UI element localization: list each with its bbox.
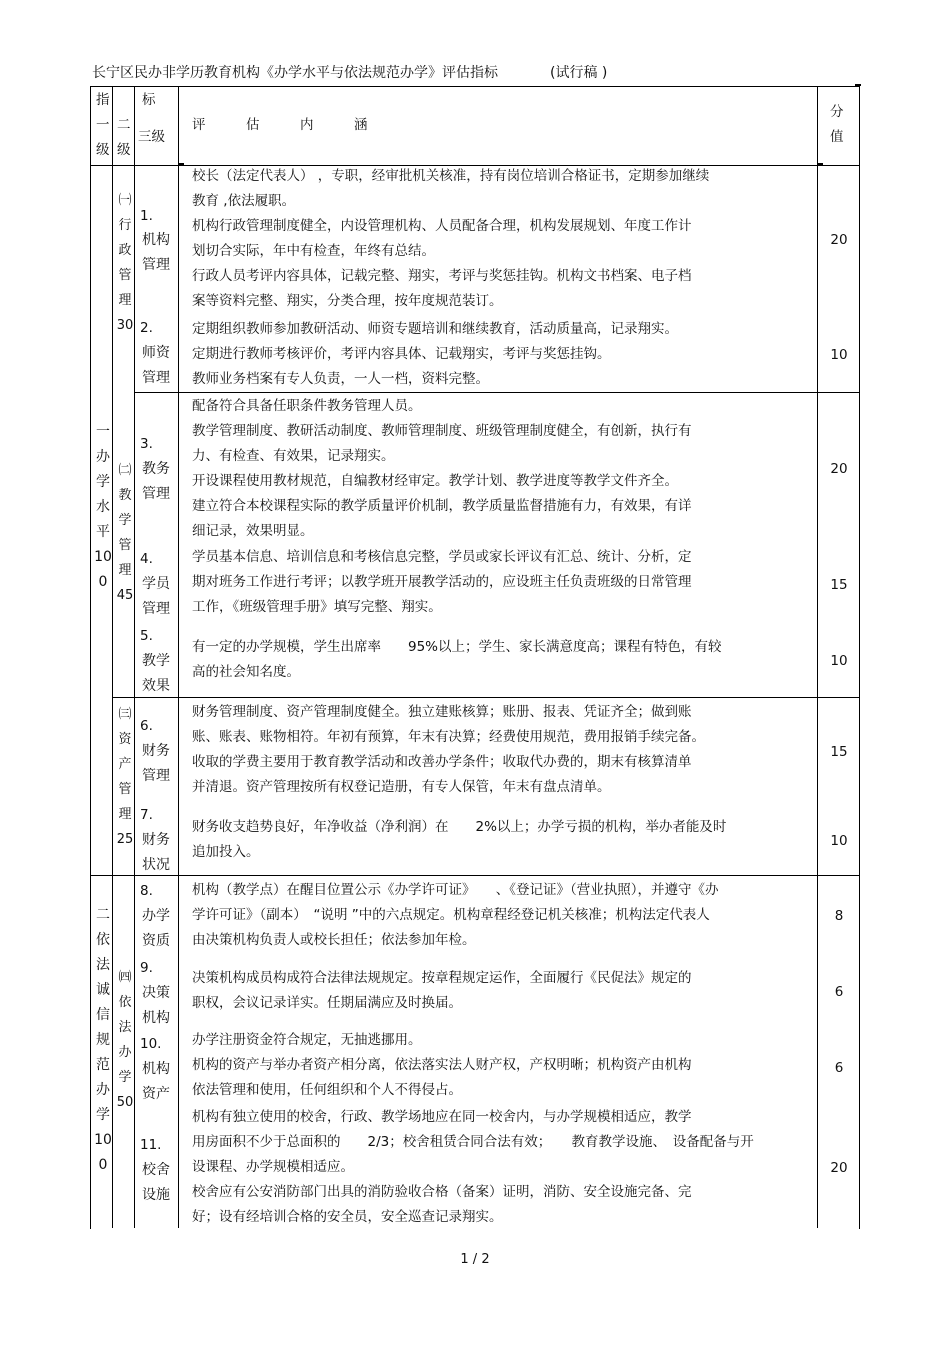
col-rule-l3: [178, 86, 179, 1228]
score-value: 15: [830, 744, 848, 760]
criteria-line: 账、账表、账物相符。年初有预算，年末有决算；经费使用规范，费用报销手续完备。: [192, 729, 705, 745]
criteria-line: 高的社会知名度。: [192, 664, 300, 680]
criteria-line: 教育 ,依法履职。: [192, 193, 296, 209]
item-name: 教学效果: [142, 653, 170, 694]
score-value: 20: [830, 461, 848, 477]
corner-mark: [855, 84, 861, 86]
item-number: 8.: [140, 883, 153, 899]
criteria-line: 收取的学费主要用于教育教学活动和改善办学条件；收取代办费的，期末有核算清单: [192, 754, 692, 770]
item-name: 办学资质: [142, 908, 170, 949]
criteria-line: 依法管理和使用，任何组织和个人不得侵占。: [192, 1082, 462, 1098]
score-value: 6: [834, 1060, 844, 1076]
criteria-line: 教学管理制度、教研活动制度、教师管理制度、班级管理制度健全，有创新，执行有: [192, 423, 692, 439]
col-rule-l2: [134, 86, 135, 1228]
criteria-line: 行政人员考评内容具体，记载完整、翔实，考评与奖惩挂钩。机构文书档案、电子档: [192, 268, 692, 284]
header-zhi2: 值: [830, 129, 844, 145]
criteria-line: 案等资料完整、翔实，分类合理，按年度规范装订。: [192, 293, 503, 309]
score-value: 10: [830, 653, 848, 669]
item-number: 3.: [140, 436, 153, 452]
level1-category: 一办学水平100: [94, 424, 112, 590]
criteria-line: 有一定的办学规模，学生出席率 95%以上；学生、家长满意度高；课程有特色，有较: [192, 639, 722, 655]
criteria-line: 机构（教学点）在醒目位置公示《办学许可证》 、《登记证》（营业执照），并遵守《办: [192, 882, 719, 898]
item-name: 财务管理: [142, 743, 170, 784]
criteria-line: 工作，《班级管理手册》填写完整、翔实。: [192, 599, 442, 615]
criteria-line: 机构行政管理制度健全，内设管理机构、人员配备合理，机构发展规划、年度工作计: [192, 218, 692, 234]
level2-category: ㈣依法办学50: [116, 970, 134, 1110]
header-fen: 分: [830, 104, 844, 120]
criteria-line: 定期进行教师考核评价，考评内容具体、记载翔实，考评与奖惩挂钩。: [192, 346, 611, 362]
header-er: 二: [117, 117, 131, 133]
section-rule-1: [134, 392, 860, 393]
criteria-line: 配备符合具备任职条件教务管理人员。: [192, 398, 422, 414]
item-name: 决策机构: [142, 985, 170, 1026]
item-number: 10.: [140, 1036, 162, 1052]
header-ji2: 级: [117, 142, 131, 158]
level2-category: ㈠行政管理30: [116, 193, 134, 333]
criteria-line: 并清退。资产管理按所有权登记造册，有专人保管，年末有盘点清单。: [192, 779, 611, 795]
header-zhi: 指: [96, 92, 110, 108]
criteria-line: 建立符合本校课程实际的教学质量评价机制，教学质量监督措施有力，有效果，有详: [192, 498, 692, 514]
header-biao: 标: [142, 92, 156, 108]
item-number: 11.: [140, 1137, 162, 1153]
title-text: 长宁区民办非学历教育机构《办学水平与依法规范办学》评估指标: [92, 65, 498, 81]
criteria-line: 机构的资产与举办者资产相分离，依法落实法人财产权，产权明晰；机构资产由机构: [192, 1057, 692, 1073]
section-rule-3: [90, 875, 860, 876]
level1-category: 二依法诚信规范办学100: [94, 907, 112, 1173]
criteria-line: 设课程、办学规模相适应。: [192, 1159, 354, 1175]
score-value: 10: [830, 347, 848, 363]
section-rule-2: [112, 697, 860, 698]
item-number: 5.: [140, 628, 153, 644]
criteria-line: 力、有检查、有效果，记录翔实。: [192, 448, 395, 464]
item-number: 2.: [140, 320, 153, 336]
criteria-line: 划切合实际，年中有检查，年终有总结。: [192, 243, 435, 259]
criteria-line: 职权，会议记录详实。任期届满应及时换届。: [192, 995, 462, 1011]
level2-category: ㈢资产管理25: [116, 707, 134, 847]
criteria-line: 用房面积不少于总面积的 2/3；校舍租赁合同合法有效； 教育教学设施、 设备配备与开: [192, 1134, 754, 1150]
header-content: 评 估 内 涵: [192, 117, 368, 133]
criteria-line: 由决策机构负责人或校长担任；依法参加年检。: [192, 932, 476, 948]
criteria-line: 财务管理制度、资产管理制度健全。独立建账核算；账册、报表、凭证齐全；做到账: [192, 704, 692, 720]
criteria-line: 机构有独立使用的校舍，行政、教学场地应在同一校舍内，与办学规模相适应，教学: [192, 1109, 692, 1125]
item-number: 6.: [140, 718, 153, 734]
item-name: 教务管理: [142, 461, 170, 502]
criteria-line: 好；设有经培训合格的安全员，安全巡查记录翔实。: [192, 1209, 503, 1225]
item-number: 9.: [140, 960, 153, 976]
criteria-line: 校长（法定代表人） ，专职，经审批机关核准，持有岗位培训合格证书，定期参加继续: [192, 168, 710, 184]
criteria-line: 财务收支趋势良好，年净收益（净利润）在 2%以上；办学亏损的机构，举办者能及时: [192, 819, 727, 835]
header-ji1: 级: [96, 142, 110, 158]
score-value: 20: [830, 1160, 848, 1176]
item-number: 1.: [140, 208, 153, 224]
score-value: 10: [830, 833, 848, 849]
criteria-line: 细记录，效果明显。: [192, 523, 314, 539]
col-rule-l1: [112, 86, 113, 1228]
item-name: 学员管理: [142, 576, 170, 617]
item-name: 机构管理: [142, 232, 170, 273]
item-number: 7.: [140, 807, 153, 823]
criteria-line: 校舍应有公安消防部门出具的消防验收合格（备案）证明，消防、安全设施完备、完: [192, 1184, 692, 1200]
criteria-line: 学员基本信息、培训信息和考核信息完整，学员或家长评议有汇总、统计、分析，定: [192, 549, 692, 565]
criteria-line: 定期组织教师参加教研活动、师资专题培训和继续教育，活动质量高，记录翔实。: [192, 321, 678, 337]
draft-label: (试行稿 ): [550, 65, 608, 81]
criteria-line: 追加投入。: [192, 844, 260, 860]
item-name: 师资管理: [142, 345, 170, 386]
score-value: 15: [830, 577, 848, 593]
score-value: 6: [834, 984, 844, 1000]
level2-category: ㈡教学管理45: [116, 463, 134, 603]
item-name: 机构资产: [142, 1061, 170, 1102]
criteria-line: 决策机构成员构成符合法律法规规定。按章程规定运作，全面履行《民促法》规定的: [192, 970, 692, 986]
score-value: 20: [830, 232, 848, 248]
header-sanji: 三级: [138, 129, 165, 145]
criteria-line: 办学注册资金符合规定，无抽逃挪用。: [192, 1032, 422, 1048]
criteria-line: 开设课程使用教材规范，自编教材经审定。教学计划、教学进度等教学文件齐全。: [192, 473, 678, 489]
corner-mark: [817, 163, 823, 165]
criteria-line: 期对班务工作进行考评；以教学班开展教学活动的，应设班主任负责班级的日常管理: [192, 574, 692, 590]
document-title: [92, 62, 607, 82]
page-number: 1 / 2: [460, 1252, 490, 1267]
score-value: 8: [834, 908, 844, 924]
item-number: 4.: [140, 551, 153, 567]
item-name: 财务状况: [142, 832, 170, 873]
criteria-line: 学许可证》（副本） “说明 ”中的六点规定。机构章程经登记机关核准；机构法定代表人: [192, 907, 710, 923]
criteria-line: 教师业务档案有专人负责，一人一档，资料完整。: [192, 371, 489, 387]
corner-mark: [178, 163, 184, 165]
header-yi: 一: [96, 117, 110, 133]
item-name: 校舍设施: [142, 1162, 170, 1203]
